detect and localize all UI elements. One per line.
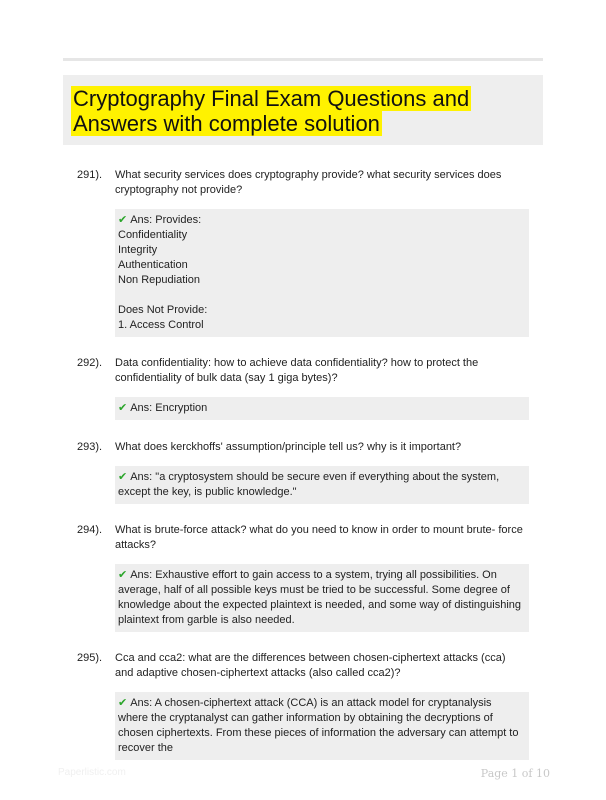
answer-box [115, 692, 529, 760]
answer-text: ✔ Ans: Exhaustive effort to gain access to a system, trying all possibilities. On average, half of all possible keys must be tried to be successful. Some degree of knowledge about the expected plaintext is needed, and some way of distinguishing plaintext from garble is also needed. [118, 569, 521, 626]
check-icon: ✔ [118, 214, 128, 226]
answer-text: ✔ Ans: Encryption [118, 402, 208, 414]
question-text: Cca and cca2: what are the differences between chosen-ciphertext attacks (cca) and adaptive chosen-ciphertext attacks (also called cca2)? [115, 652, 506, 679]
title-banner [63, 75, 543, 145]
answer-line: 1. Access Control [118, 319, 204, 331]
check-icon: ✔ [118, 471, 128, 483]
question-number: 293). [77, 441, 103, 453]
question-number: 292). [77, 357, 103, 369]
answer-line: Integrity [118, 244, 158, 256]
answer-box [115, 209, 529, 337]
check-icon: ✔ [118, 697, 128, 709]
top-divider [63, 58, 543, 61]
answer-line: Confidentiality [118, 229, 188, 241]
page-indicator: Page 1 of 10 [480, 767, 550, 780]
check-icon: ✔ [118, 569, 128, 581]
answer-line: Authentication [118, 259, 188, 271]
answer-text: ✔ Ans: "a cryptosystem should be secure even if everything about the system, except the key, is public knowledge." [118, 471, 500, 498]
question-number: 295). [77, 652, 103, 664]
question-number: 294). [77, 524, 103, 536]
question-text: What security services does cryptography provide? what security services does cryptography not provide? [115, 169, 502, 196]
question-number: 291). [77, 169, 103, 181]
question-text: What does kerckhoffs' assumption/principle tell us? why is it important? [115, 441, 462, 453]
answer-box [115, 564, 529, 632]
check-icon: ✔ [118, 402, 128, 414]
answer-line: ✔ Ans: Provides: [118, 214, 202, 226]
question-text: Data confidentiality: how to achieve data confidentiality? how to protect the confidentiality of bulk data (say 1 giga bytes)? [115, 357, 479, 384]
answer-box [115, 397, 529, 420]
page-title: Cryptography Final Exam Questions and Answers with complete solution [73, 86, 470, 136]
answer-line: Does Not Provide: [118, 304, 208, 316]
answer-spacer [118, 288, 521, 303]
answer-line: Non Repudiation [118, 274, 200, 286]
footer-watermark: Paperlistic.com [58, 767, 126, 778]
answer-text: ✔ Ans: A chosen-ciphertext attack (CCA) is an attack model for cryptanalysis where the cryptanalyst can gather information by obtaining the decryptions of chosen ciphertexts. From these pieces of information the adversary can attempt to recover the [118, 697, 519, 754]
question-text: What is brute-force attack? what do you need to know in order to mount brute- force attacks? [115, 524, 523, 551]
answer-box [115, 466, 529, 504]
